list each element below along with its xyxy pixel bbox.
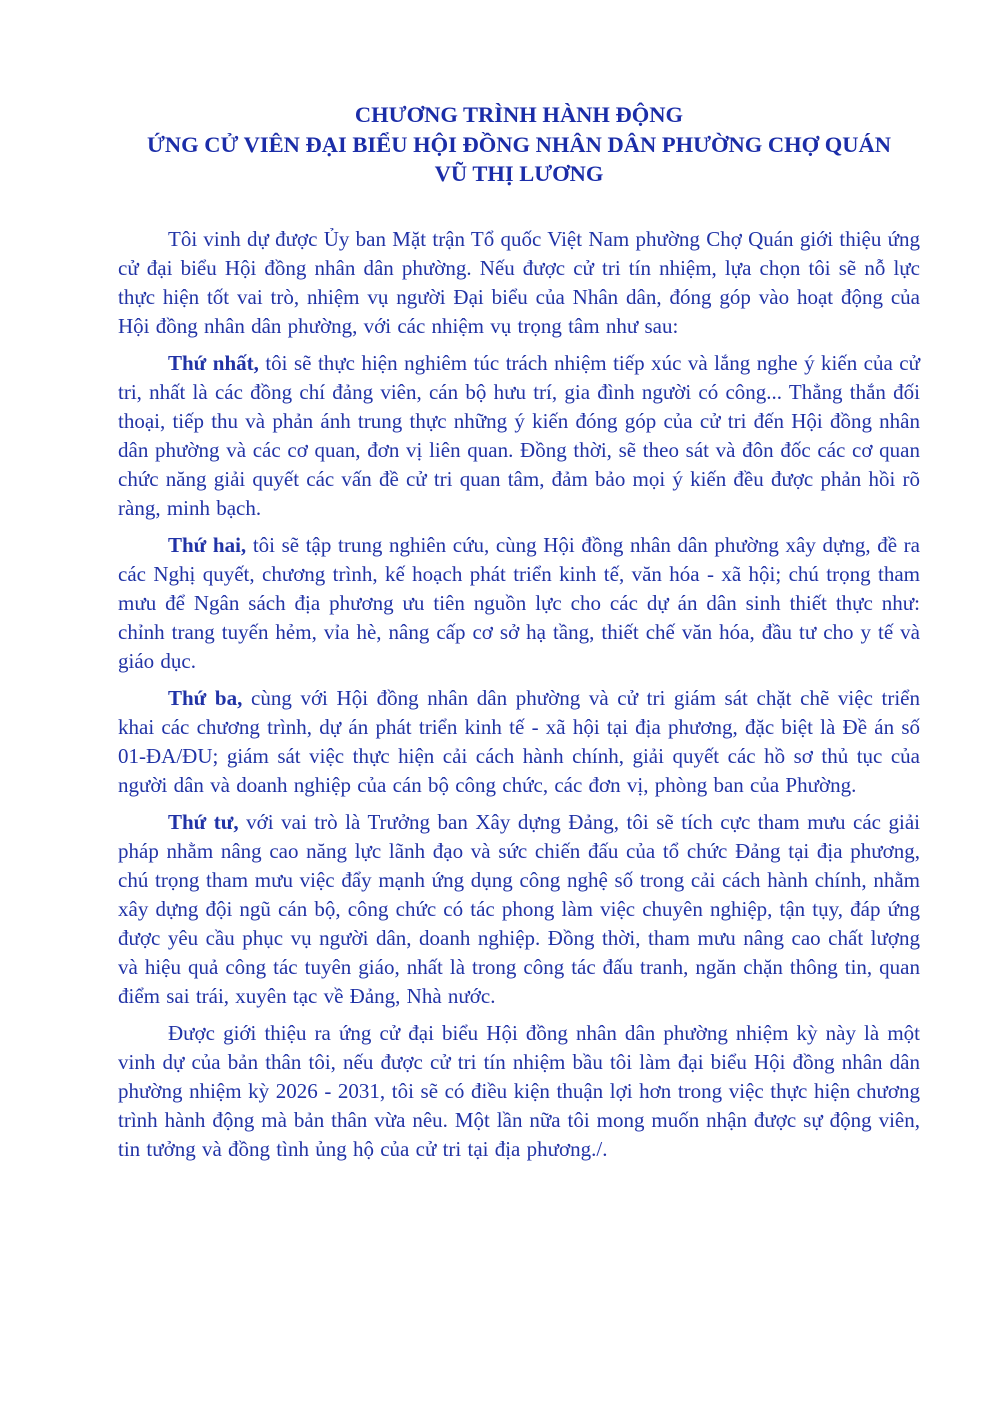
- paragraph-lead: Thứ tư,: [168, 809, 239, 834]
- paragraph-lead: Thứ nhất,: [168, 350, 259, 375]
- title-line-program: CHƯƠNG TRÌNH HÀNH ĐỘNG: [354, 102, 684, 127]
- title-line-candidate-role: ỨNG CỬ VIÊN ĐẠI BIỂU HỘI ĐỒNG NHÂN DÂN PHƯỜNG CHỢ QUÁN: [147, 131, 891, 157]
- intro-paragraph: [118, 225, 920, 341]
- paragraph-text: tôi sẽ thực hiện nghiêm túc trách nhiệm tiếp xúc và lắng nghe ý kiến của cử tri, nhất là các đồng chí đảng viên, cán bộ hưu trí, gia đình người có công... Thẳng thắn đối thoại, tiếp thu và phản ánh trung thực những ý kiến đóng góp của cử tri đến Hội đồng nhân dân phường và các cơ quan, đơn vị liên quan. Đồng thời, sẽ theo sát và đôn đốc các cơ quan chức năng giải quyết các vấn đề cử tri quan tâm, đảm bảo mọi ý kiến đều được phản hồi rõ ràng, minh bạch.: [118, 350, 920, 520]
- document-title: [118, 100, 920, 189]
- task-4-paragraph: [118, 808, 920, 1011]
- paragraph-lead: Thứ ba,: [168, 685, 243, 710]
- paragraph-text: tôi sẽ tập trung nghiên cứu, cùng Hội đồng nhân dân phường xây dựng, đề ra các Nghị quyết, chương trình, kế hoạch phát triển kinh tế, văn hóa - xã hội; chú trọng tham mưu để Ngân sách địa phương ưu tiên nguồn lực cho các dự án dân sinh thiết thực như: chỉnh trang tuyến hẻm, vỉa hè, nâng cấp cơ sở hạ tầng, thiết chế văn hóa, đầu tư cho y tế và giáo dục.: [118, 532, 920, 673]
- closing-paragraph: [118, 1019, 920, 1164]
- paragraph-text: với vai trò là Trưởng ban Xây dựng Đảng, tôi sẽ tích cực tham mưu các giải pháp nhằm nâng cao năng lực lãnh đạo và sức chiến đấu của tổ chức Đảng tại địa phương, chú trọng tham mưu việc đẩy mạnh ứng dụng công nghệ số trong cải cách hành chính, nhằm xây dựng đội ngũ cán bộ, công chức có tác phong làm việc chuyên nghiệp, tận tụy, đáp ứng được yêu cầu phục vụ người dân, doanh nghiệp. Đồng thời, tham mưu nâng cao chất lượng và hiệu quả công tác tuyên giáo, nhất là trong công tác đấu tranh, ngăn chặn thông tin, quan điểm sai trái, xuyên tạc về Đảng, Nhà nước.: [118, 809, 920, 1008]
- paragraph-text: Được giới thiệu ra ứng cử đại biểu Hội đồng nhân dân phường nhiệm kỳ này là một vinh dự của bản thân tôi, nếu được cử tri tín nhiệm bầu tôi làm đại biểu Hội đồng nhân dân phường nhiệm kỳ 2026 - 2031, tôi sẽ có điều kiện thuận lợi hơn trong việc thực hiện chương trình hành động mà bản thân vừa nêu. Một lần nữa tôi mong muốn nhận được sự động viên, tin tưởng và đồng tình ủng hộ của cử tri tại địa phương./.: [118, 1020, 920, 1161]
- title-line-candidate-name: VŨ THỊ LƯƠNG: [434, 161, 604, 186]
- paragraph-lead: Thứ hai,: [168, 532, 247, 557]
- task-3-paragraph: [118, 684, 920, 800]
- paragraph-text: cùng với Hội đồng nhân dân phường và cử tri giám sát chặt chẽ việc triển khai các chương trình, dự án phát triển kinh tế - xã hội tại địa phương, đặc biệt là Đề án số 01-ĐA/ĐU; giám sát việc thực hiện cải cách hành chính, giải quyết các hồ sơ thủ tục của người dân và doanh nghiệp của cán bộ công chức, các đơn vị, phòng ban của Phường.: [118, 685, 921, 797]
- task-2-paragraph: [118, 531, 920, 676]
- task-1-paragraph: [118, 349, 920, 523]
- paragraph-text: Tôi vinh dự được Ủy ban Mặt trận Tổ quốc Việt Nam phường Chợ Quán giới thiệu ứng cử đại biểu Hội đồng nhân dân phường. Nếu được cử tri tín nhiệm, lựa chọn tôi sẽ nỗ lực thực hiện tốt vai trò, nhiệm vụ người Đại biểu của Nhân dân, đóng góp vào hoạt động của Hội đồng nhân dân phường, với các nhiệm vụ trọng tâm như sau:: [118, 226, 920, 338]
- document-content: [118, 100, 920, 1172]
